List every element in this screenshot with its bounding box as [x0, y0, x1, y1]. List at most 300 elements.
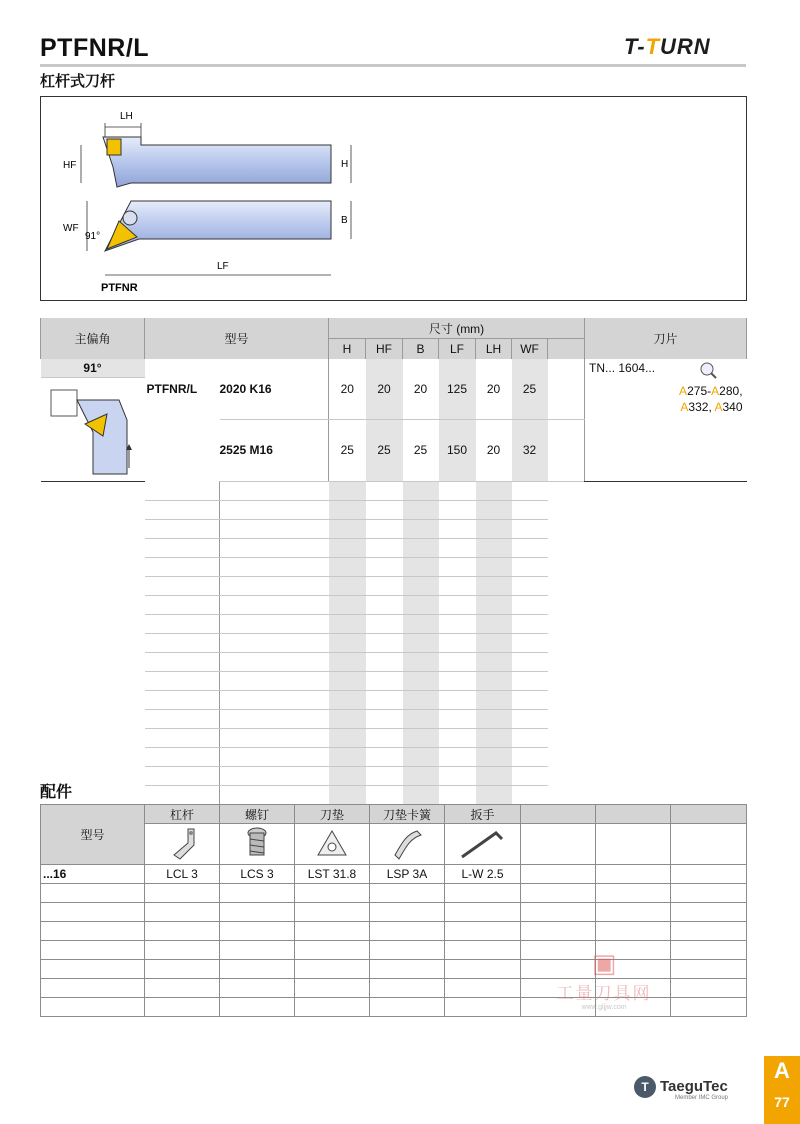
empty-cell — [329, 653, 366, 672]
empty-spec-row — [41, 786, 747, 805]
holder-orientation-icon — [41, 378, 145, 478]
logo-accent-letter: T — [645, 34, 661, 59]
empty-rows — [41, 482, 747, 824]
empty-cell — [329, 482, 366, 501]
empty-cell — [220, 653, 329, 672]
acc-col-wrench: 扳手 — [445, 805, 521, 824]
empty-spec-row — [41, 767, 747, 786]
empty-cell — [145, 786, 220, 805]
shim-spring-icon — [370, 824, 445, 865]
acc-empty-cell — [41, 922, 145, 941]
acc-empty-cell — [370, 884, 445, 903]
empty-cell — [41, 672, 145, 691]
insert-refs-line2[interactable]: A332, A340 — [680, 400, 743, 414]
empty-cell — [41, 539, 145, 558]
empty-cell — [512, 482, 548, 501]
empty-cell — [439, 482, 476, 501]
acc-empty-cell — [596, 922, 671, 941]
empty-cell — [366, 748, 403, 767]
tool-diagram — [40, 96, 747, 301]
insert-code: TN... 1604... — [589, 361, 656, 375]
empty-cell — [145, 482, 220, 501]
empty-cell — [366, 539, 403, 558]
acc-empty-cell — [220, 884, 295, 903]
acc-value: LSP 3A — [370, 865, 445, 884]
empty-cell — [476, 748, 512, 767]
acc-empty-cell — [145, 960, 220, 979]
empty-cell — [220, 520, 329, 539]
empty-cell — [220, 786, 329, 805]
acc-empty-cell — [671, 960, 747, 979]
dim-col-lf: LF — [439, 339, 476, 360]
logo-prefix: T- — [624, 34, 646, 59]
empty-cell — [512, 539, 548, 558]
angle-value: 91° — [41, 359, 145, 378]
angle-label: 91° — [85, 231, 101, 242]
empty-cell — [329, 710, 366, 729]
page-title: PTFNR/L — [40, 34, 150, 62]
acc-empty-cell — [295, 884, 370, 903]
empty-cell — [220, 577, 329, 596]
dim-value: 20 — [476, 359, 512, 419]
acc-empty-row — [41, 922, 747, 941]
empty-cell — [476, 596, 512, 615]
empty-cell — [366, 786, 403, 805]
acc-empty-cell — [145, 903, 220, 922]
empty-cell — [476, 501, 512, 520]
empty-cell — [366, 501, 403, 520]
empty-cell — [403, 482, 439, 501]
acc-row-16 — [41, 865, 747, 884]
empty-cell — [220, 748, 329, 767]
acc-empty-cell — [41, 998, 145, 1017]
empty-cell — [220, 558, 329, 577]
acc-empty-cell — [370, 998, 445, 1017]
empty-cell — [512, 634, 548, 653]
acc-value: LCS 3 — [220, 865, 295, 884]
page-number: 77 — [774, 1094, 790, 1110]
empty-cell — [220, 729, 329, 748]
acc-empty-cell — [145, 941, 220, 960]
empty-cell — [220, 596, 329, 615]
diagram-model-label: PTFNR — [101, 282, 138, 294]
empty-cell — [145, 691, 220, 710]
acc-empty-row — [41, 903, 747, 922]
acc-empty-cell — [445, 979, 521, 998]
hf-label: HF — [63, 160, 77, 171]
dim-value-extra — [548, 359, 585, 419]
model-header: 型号 — [145, 318, 329, 359]
empty-cell — [439, 729, 476, 748]
tool-drawing — [41, 97, 746, 300]
accessories-title: 配件 — [40, 784, 73, 801]
acc-empty-cell — [671, 884, 747, 903]
empty-cell — [512, 558, 548, 577]
dim-value: 20 — [366, 359, 403, 419]
empty-cell — [476, 539, 512, 558]
empty-cell — [41, 634, 145, 653]
acc-empty-cell — [445, 998, 521, 1017]
acc-empty-cell — [671, 903, 747, 922]
empty-cell — [329, 520, 366, 539]
empty-cell — [403, 501, 439, 520]
acc-empty-cell — [145, 922, 220, 941]
empty-cell — [476, 520, 512, 539]
lever-screw-icon — [123, 211, 137, 225]
acc-empty-cell — [445, 884, 521, 903]
empty-cell — [439, 710, 476, 729]
holder-top-view — [105, 201, 331, 251]
empty-cell — [403, 710, 439, 729]
acc-empty-cell — [671, 922, 747, 941]
dimensions-header: 尺寸 (mm) — [329, 318, 585, 339]
acc-model-header: 型号 — [41, 805, 145, 865]
empty-cell — [329, 634, 366, 653]
empty-cell — [366, 520, 403, 539]
insert-cell — [585, 359, 747, 482]
empty-cell — [476, 558, 512, 577]
empty-cell — [145, 729, 220, 748]
empty-spec-row — [41, 634, 747, 653]
acc-empty-cell — [220, 960, 295, 979]
empty-cell — [403, 577, 439, 596]
dim-col-lh: LH — [476, 339, 512, 360]
acc-empty-cell — [370, 922, 445, 941]
empty-spec-row — [41, 653, 747, 672]
series-cell: PTFNR/L — [146, 382, 198, 397]
empty-cell — [439, 577, 476, 596]
empty-cell — [145, 710, 220, 729]
acc-empty-cell — [596, 884, 671, 903]
empty-spec-row — [41, 596, 747, 615]
empty-cell — [145, 653, 220, 672]
acc-empty-cell — [370, 941, 445, 960]
empty-cell — [329, 786, 366, 805]
empty-cell — [439, 653, 476, 672]
empty-cell — [403, 653, 439, 672]
series-spacer — [145, 419, 220, 481]
empty-cell — [512, 577, 548, 596]
holder-side-view — [103, 137, 331, 187]
empty-cell — [476, 786, 512, 805]
acc-empty-cell — [220, 903, 295, 922]
dim-value: 20 — [476, 419, 512, 481]
empty-cell — [41, 596, 145, 615]
dim-value: 20 — [403, 359, 439, 419]
empty-cell — [439, 691, 476, 710]
taegutec-icon: T — [634, 1076, 656, 1098]
acc-empty-cell — [521, 884, 596, 903]
acc-empty-cell — [596, 903, 671, 922]
empty-spec-row — [41, 691, 747, 710]
empty-cell — [366, 691, 403, 710]
empty-cell — [220, 672, 329, 691]
empty-cell — [329, 539, 366, 558]
empty-cell — [329, 596, 366, 615]
empty-cell — [512, 596, 548, 615]
empty-spec-row — [41, 672, 747, 691]
acc-col-empty — [671, 805, 747, 824]
acc-empty-cell — [145, 979, 220, 998]
acc-empty-cell — [295, 903, 370, 922]
empty-cell — [439, 558, 476, 577]
watermark-text: 工量刀具网 — [556, 984, 652, 1003]
empty-cell — [512, 520, 548, 539]
empty-cell — [41, 482, 145, 501]
dim-value: 20 — [329, 359, 366, 419]
empty-cell — [366, 596, 403, 615]
acc-empty-cell — [445, 960, 521, 979]
acc-col-empty — [521, 805, 596, 824]
t-turn-logo — [624, 34, 711, 60]
acc-empty-cell — [295, 922, 370, 941]
empty-cell — [403, 558, 439, 577]
empty-cell — [41, 729, 145, 748]
main-angle-header: 主偏角 — [41, 318, 145, 359]
empty-cell — [329, 615, 366, 634]
dim-col-extra — [548, 339, 585, 360]
empty-cell — [220, 691, 329, 710]
b-label: B — [341, 215, 348, 226]
empty-cell — [366, 710, 403, 729]
empty-cell — [220, 710, 329, 729]
empty-cell — [329, 767, 366, 786]
empty-cell — [145, 634, 220, 653]
empty-cell — [220, 767, 329, 786]
empty-cell — [512, 653, 548, 672]
empty-cell — [145, 748, 220, 767]
empty-cell — [403, 729, 439, 748]
watermark — [536, 948, 672, 1012]
empty-cell — [41, 710, 145, 729]
empty-cell — [41, 520, 145, 539]
empty-cell — [476, 482, 512, 501]
empty-spec-row — [41, 501, 747, 520]
watermark-logo-icon: ▣ — [591, 948, 617, 978]
empty-cell — [476, 615, 512, 634]
acc-empty-cell — [295, 998, 370, 1017]
empty-cell — [41, 748, 145, 767]
empty-cell — [476, 653, 512, 672]
dim-value: 25 — [366, 419, 403, 481]
acc-empty-cell — [145, 998, 220, 1017]
empty-cell — [41, 691, 145, 710]
dim-col-wf: WF — [512, 339, 548, 360]
empty-cell — [366, 729, 403, 748]
acc-empty-cell — [370, 960, 445, 979]
empty-cell — [403, 767, 439, 786]
acc-value: LCL 3 — [145, 865, 220, 884]
acc-empty-cell — [671, 941, 747, 960]
acc-empty-cell — [671, 979, 747, 998]
empty-cell — [403, 539, 439, 558]
title-divider — [40, 64, 746, 67]
dim-value-extra — [548, 419, 585, 481]
empty-cell — [145, 672, 220, 691]
acc-empty-cell — [220, 922, 295, 941]
empty-cell — [145, 767, 220, 786]
empty-cell — [366, 634, 403, 653]
empty-cell — [439, 672, 476, 691]
logo-rest: URN — [660, 34, 711, 59]
acc-empty-cell — [220, 941, 295, 960]
acc-col-lever: 杠杆 — [145, 805, 220, 824]
empty-cell — [403, 596, 439, 615]
wrench-icon — [445, 824, 521, 865]
acc-empty-cell — [596, 865, 671, 884]
empty-cell — [512, 767, 548, 786]
empty-cell — [145, 520, 220, 539]
empty-cell — [41, 615, 145, 634]
empty-cell — [403, 672, 439, 691]
empty-cell — [220, 539, 329, 558]
acc-col-screw: 螺钉 — [220, 805, 295, 824]
model-2525-m16: 2525 M16 — [220, 419, 329, 481]
acc-col-shim-spring: 刀垫卡簧 — [370, 805, 445, 824]
lf-label: LF — [217, 261, 229, 272]
empty-cell — [366, 653, 403, 672]
empty-cell — [403, 520, 439, 539]
empty-cell — [439, 596, 476, 615]
page-tab — [764, 1056, 800, 1124]
empty-cell — [366, 615, 403, 634]
empty-cell — [439, 501, 476, 520]
screw-icon — [220, 824, 295, 865]
dim-col-b: B — [403, 339, 439, 360]
acc-value: LST 31.8 — [295, 865, 370, 884]
acc-icon-empty — [671, 824, 747, 865]
acc-empty-cell — [521, 903, 596, 922]
empty-cell — [439, 786, 476, 805]
empty-cell — [366, 558, 403, 577]
angle-cell — [41, 359, 145, 482]
wf-label: WF — [63, 223, 79, 234]
page-section-letter: A — [774, 1058, 790, 1083]
acc-empty-cell — [41, 941, 145, 960]
insert-side-icon — [107, 139, 121, 155]
insert-refs-line1[interactable]: A275-A280, — [679, 384, 743, 398]
empty-cell — [476, 729, 512, 748]
empty-cell — [439, 634, 476, 653]
empty-cell — [512, 710, 548, 729]
acc-empty-row — [41, 884, 747, 903]
empty-cell — [476, 634, 512, 653]
model-2020-k16: 2020 K16 — [220, 359, 329, 419]
acc-empty-cell — [370, 903, 445, 922]
dim-value: 125 — [439, 359, 476, 419]
empty-cell — [476, 577, 512, 596]
empty-cell — [329, 577, 366, 596]
empty-cell — [145, 577, 220, 596]
acc-empty-cell — [220, 998, 295, 1017]
dim-value: 150 — [439, 419, 476, 481]
empty-cell — [512, 501, 548, 520]
dim-value: 25 — [403, 419, 439, 481]
empty-spec-row — [41, 520, 747, 539]
acc-empty-cell — [671, 998, 747, 1017]
empty-cell — [439, 748, 476, 767]
dim-col-h: H — [329, 339, 366, 360]
empty-cell — [476, 691, 512, 710]
acc-empty-cell — [41, 979, 145, 998]
acc-empty-cell — [370, 979, 445, 998]
empty-cell — [439, 520, 476, 539]
empty-cell — [476, 672, 512, 691]
acc-empty-cell — [521, 922, 596, 941]
empty-cell — [220, 482, 329, 501]
insert-page-refs[interactable] — [589, 383, 743, 415]
empty-cell — [512, 786, 548, 805]
empty-cell — [403, 634, 439, 653]
empty-cell — [439, 615, 476, 634]
acc-col-shim: 刀垫 — [295, 805, 370, 824]
empty-cell — [403, 691, 439, 710]
acc-icon-empty — [521, 824, 596, 865]
acc-empty-cell — [671, 865, 747, 884]
shim-icon — [295, 824, 370, 865]
h-label: H — [341, 159, 349, 170]
acc-empty-cell — [295, 960, 370, 979]
brand-name: TaeguTec — [660, 1077, 728, 1095]
empty-cell — [403, 748, 439, 767]
lh-label: LH — [120, 111, 133, 122]
empty-cell — [439, 539, 476, 558]
spec-table — [40, 318, 747, 824]
empty-cell — [512, 615, 548, 634]
acc-empty-cell — [295, 979, 370, 998]
empty-cell — [145, 558, 220, 577]
empty-cell — [329, 729, 366, 748]
empty-cell — [329, 672, 366, 691]
empty-spec-row — [41, 748, 747, 767]
insert-header: 刀片 — [585, 318, 747, 359]
empty-spec-row — [41, 539, 747, 558]
empty-cell — [329, 748, 366, 767]
empty-spec-row — [41, 577, 747, 596]
empty-cell — [329, 501, 366, 520]
acc-value: L-W 2.5 — [445, 865, 521, 884]
empty-cell — [512, 691, 548, 710]
empty-cell — [220, 634, 329, 653]
acc-empty-cell — [41, 903, 145, 922]
brand-subtitle: Member IMC Group — [675, 1095, 729, 1101]
empty-cell — [366, 767, 403, 786]
empty-cell — [403, 786, 439, 805]
empty-cell — [145, 596, 220, 615]
empty-cell — [366, 577, 403, 596]
acc-empty-cell — [521, 865, 596, 884]
acc-empty-cell — [145, 884, 220, 903]
empty-cell — [220, 615, 329, 634]
acc-col-empty — [596, 805, 671, 824]
empty-cell — [41, 501, 145, 520]
empty-cell — [476, 710, 512, 729]
empty-cell — [41, 558, 145, 577]
page-subtitle: 杠杆式刀杆 — [40, 73, 116, 90]
empty-cell — [145, 539, 220, 558]
empty-spec-row — [41, 710, 747, 729]
empty-spec-row — [41, 482, 747, 501]
dim-col-hf: HF — [366, 339, 403, 360]
empty-cell — [220, 501, 329, 520]
empty-cell — [329, 691, 366, 710]
acc-icon-empty — [596, 824, 671, 865]
acc-empty-cell — [295, 941, 370, 960]
empty-cell — [512, 729, 548, 748]
empty-spec-row — [41, 729, 747, 748]
acc-empty-cell — [41, 884, 145, 903]
acc-empty-cell — [445, 922, 521, 941]
